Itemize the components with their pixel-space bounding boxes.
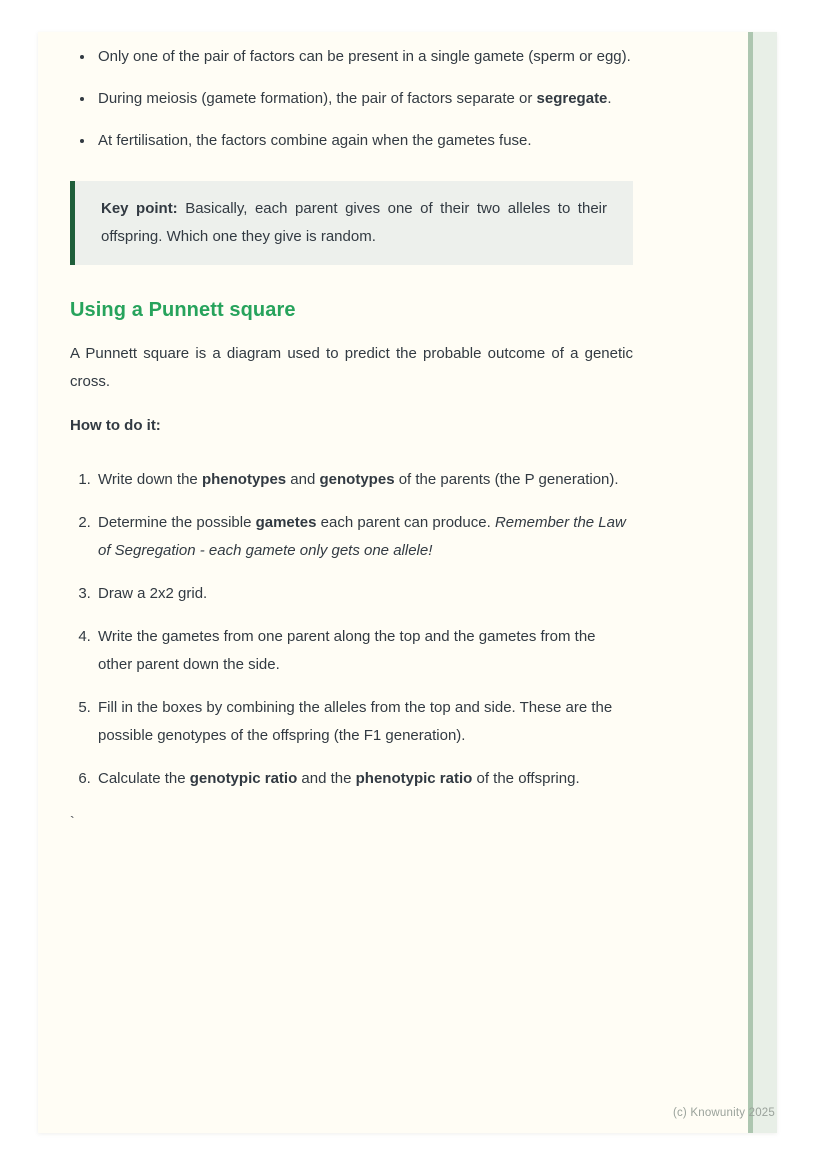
intro-paragraph: A Punnett square is a diagram used to predict the probable outcome of a genetic cross.: [70, 345, 633, 390]
key-point-text: [101, 195, 607, 251]
page-content: [38, 32, 777, 835]
text-segment: Draw a 2x2 grid.: [98, 585, 208, 602]
section-heading: Using a Punnett square: [70, 299, 296, 321]
stray-character: `: [70, 813, 75, 829]
text-segment: segregate: [536, 90, 608, 107]
text-segment: each parent can produce.: [316, 514, 495, 531]
bullet-item-3: [95, 127, 633, 155]
text-segment: and the: [297, 770, 356, 787]
text-segment: and: [286, 471, 320, 488]
copyright-footer: (c) Knowunity 2025: [672, 1107, 775, 1119]
text-segment: At fertilisation, the factors combine again when the gametes fuse.: [98, 132, 532, 149]
step-item-6: [95, 765, 633, 793]
text-segment: genotypes: [319, 471, 395, 488]
text-segment: phenotypes: [201, 471, 287, 488]
text-segment: Determine the possible: [98, 514, 256, 531]
text-segment: of the parents (the P generation).: [394, 471, 619, 488]
text-segment: Remember the Law of Segregation - each gamete only gets one allele!: [98, 514, 626, 559]
text-segment: of the offspring.: [472, 770, 580, 787]
text-segment: Key point:: [101, 200, 178, 217]
key-point-callout: [70, 181, 633, 265]
document-page: [38, 32, 777, 1133]
step-item-4: [95, 623, 633, 679]
text-segment: Write down the: [98, 471, 202, 488]
bullet-item-2: [95, 85, 633, 113]
text-segment: .: [607, 90, 612, 107]
text-segment: Write the gametes from one parent along the top and the gametes from the other parent down the side.: [98, 628, 596, 673]
step-item-5: [95, 694, 633, 750]
text-segment: Calculate the: [98, 770, 190, 787]
step-item-1: [95, 466, 633, 494]
text-segment: phenotypic ratio: [355, 770, 473, 787]
text-segment: genotypic ratio: [189, 770, 298, 787]
text-segment: Fill in the boxes by combining the alleles from the top and side. These are the possible genotypes of the offspring (the F1 generation).: [98, 699, 613, 744]
bullet-list: [70, 43, 633, 155]
steps-list: [70, 466, 633, 793]
text-segment: Only one of the pair of factors can be present in a single gamete (sperm or egg).: [98, 48, 631, 65]
step-item-3: [95, 580, 633, 608]
bullet-item-1: [95, 43, 633, 71]
text-segment: During meiosis (gamete formation), the pair of factors separate or: [98, 90, 537, 107]
how-to-subheading: How to do it:: [70, 417, 161, 434]
text-segment: gametes: [255, 514, 317, 531]
text-segment: Basically, each parent gives one of their two alleles to their offspring. Which one they give is random.: [101, 200, 607, 245]
step-item-2: [95, 509, 633, 565]
